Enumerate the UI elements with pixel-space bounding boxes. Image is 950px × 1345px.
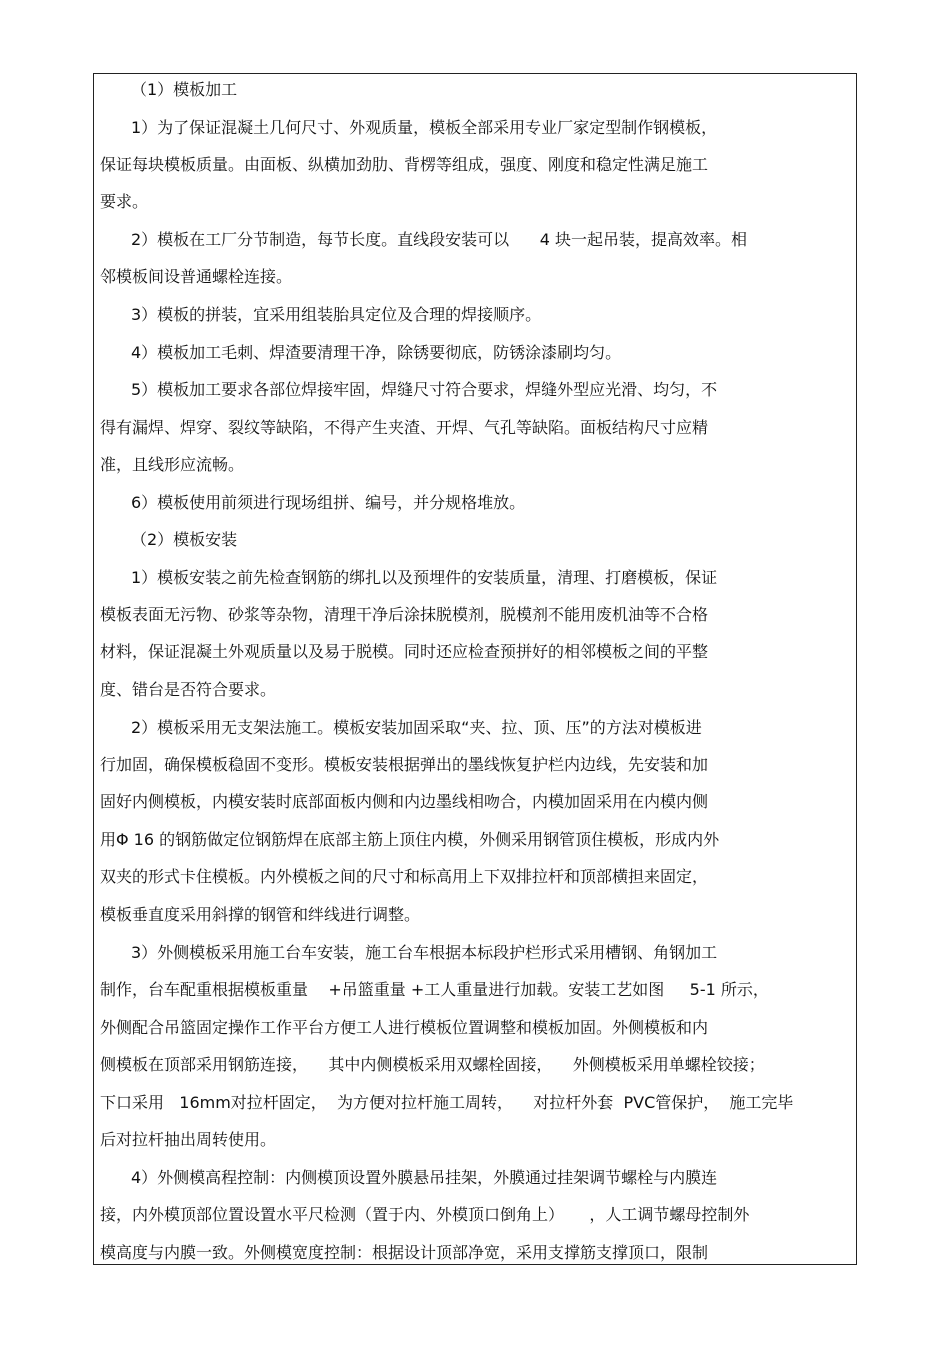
- paragraph-line: 接，内外模顶部位置设置水平尺检测（置于内、外模顶口倒角上） ，人工调节螺母控制外: [100, 1205, 750, 1224]
- paragraph-line: 双夹的形式卡住模板。内外模板之间的尺寸和标高用上下双排拉杆和顶部横担来固定，: [100, 867, 709, 886]
- section-heading: （1）模板加工: [131, 80, 238, 99]
- paragraph-line: 2）模板采用无支架法施工。模板安装加固采取“夹、拉、顶、压”的方法对模板进: [131, 718, 702, 737]
- paragraph-line: 4）外侧模高程控制：内侧模顶设置外膜悬吊挂架，外膜通过挂架调节螺栓与内膜连: [131, 1168, 718, 1187]
- paragraph-line: 制作，台车配重根据模板重量 +吊篮重量 +工人重量进行加载。安装工艺如图 5-1 所示，: [100, 980, 769, 999]
- paragraph-line: 用Φ 16 的钢筋做定位钢筋焊在底部主筋上顶住内模，外侧采用钢管顶住模板，形成内外: [100, 830, 720, 849]
- paragraph-line: 1）模板安装之前先检查钢筋的绑扎以及预埋件的安装质量，清理、打磨模板，保证: [131, 568, 718, 587]
- paragraph-line: 固好内侧模板，内模安装时底部面板内侧和内边墨线相吻合，内模加固采用在内模内侧: [100, 792, 709, 811]
- paragraph-line: 后对拉杆抽出周转使用。: [100, 1130, 277, 1149]
- paragraph-line: 6）模板使用前须进行现场组拼、编号，并分规格堆放。: [131, 493, 526, 512]
- paragraph-line: 材料，保证混凝土外观质量以及易于脱模。同时还应检查预拼好的相邻模板之间的平整: [100, 642, 709, 661]
- paragraph-line: 行加固，确保模板稳固不变形。模板安装根据弹出的墨线恢复护栏内边线，先安装和加: [100, 755, 709, 774]
- section-heading: （2）模板安装: [131, 530, 238, 549]
- table-cell-border: [93, 73, 857, 1265]
- paragraph-line: 下口采用 16mm对拉杆固定， 为方便对拉杆施工周转， 对拉杆外套 PVC管保护， 施工完毕: [100, 1093, 794, 1112]
- paragraph-line: 得有漏焊、焊穿、裂纹等缺陷，不得产生夹渣、开焊、气孔等缺陷。面板结构尺寸应精: [100, 418, 709, 437]
- paragraph-line: 2）模板在工厂分节制造，每节长度。直线段安装可以 4 块一起吊装，提高效率。相: [131, 230, 747, 249]
- paragraph-line: 3）外侧模板采用施工台车安装，施工台车根据本标段护栏形式采用槽钢、角钢加工: [131, 943, 718, 962]
- paragraph-line: 1）为了保证混凝土几何尺寸、外观质量，模板全部采用专业厂家定型制作钢模板，: [131, 118, 718, 137]
- paragraph-line: 模板表面无污物、砂浆等杂物，清理干净后涂抹脱模剂，脱模剂不能用废机油等不合格: [100, 605, 709, 624]
- paragraph-line: 要求。: [100, 192, 149, 211]
- paragraph-line: 3）模板的拼装，宜采用组装胎具定位及合理的焊接顺序。: [131, 305, 542, 324]
- paragraph-line: 外侧配合吊篮固定操作工作平台方便工人进行模板位置调整和模板加固。外侧模板和内: [100, 1018, 709, 1037]
- paragraph-line: 模板垂直度采用斜撑的钢管和绊线进行调整。: [100, 905, 421, 924]
- paragraph-line: 准，且线形应流畅。: [100, 455, 245, 474]
- paragraph-line: 度、错台是否符合要求。: [100, 680, 277, 699]
- paragraph-line: 5）模板加工要求各部位焊接牢固，焊缝尺寸符合要求，焊缝外型应光滑、均匀，不: [131, 380, 718, 399]
- paragraph-line: 保证每块模板质量。由面板、纵横加劲肋、背楞等组成，强度、刚度和稳定性满足施工: [100, 155, 709, 174]
- paragraph-line: 4）模板加工毛刺、焊渣要清理干净，除锈要彻底，防锈涂漆刷均匀。: [131, 343, 622, 362]
- paragraph-line: 侧模板在顶部采用钢筋连接， 其中内侧模板采用双螺栓固接， 外侧模板采用单螺栓铰接；: [100, 1055, 765, 1074]
- paragraph-line: 邻模板间设普通螺栓连接。: [100, 267, 293, 286]
- paragraph-line: 模高度与内膜一致。外侧模宽度控制：根据设计顶部净宽，采用支撑筋支撑顶口，限制: [100, 1243, 709, 1262]
